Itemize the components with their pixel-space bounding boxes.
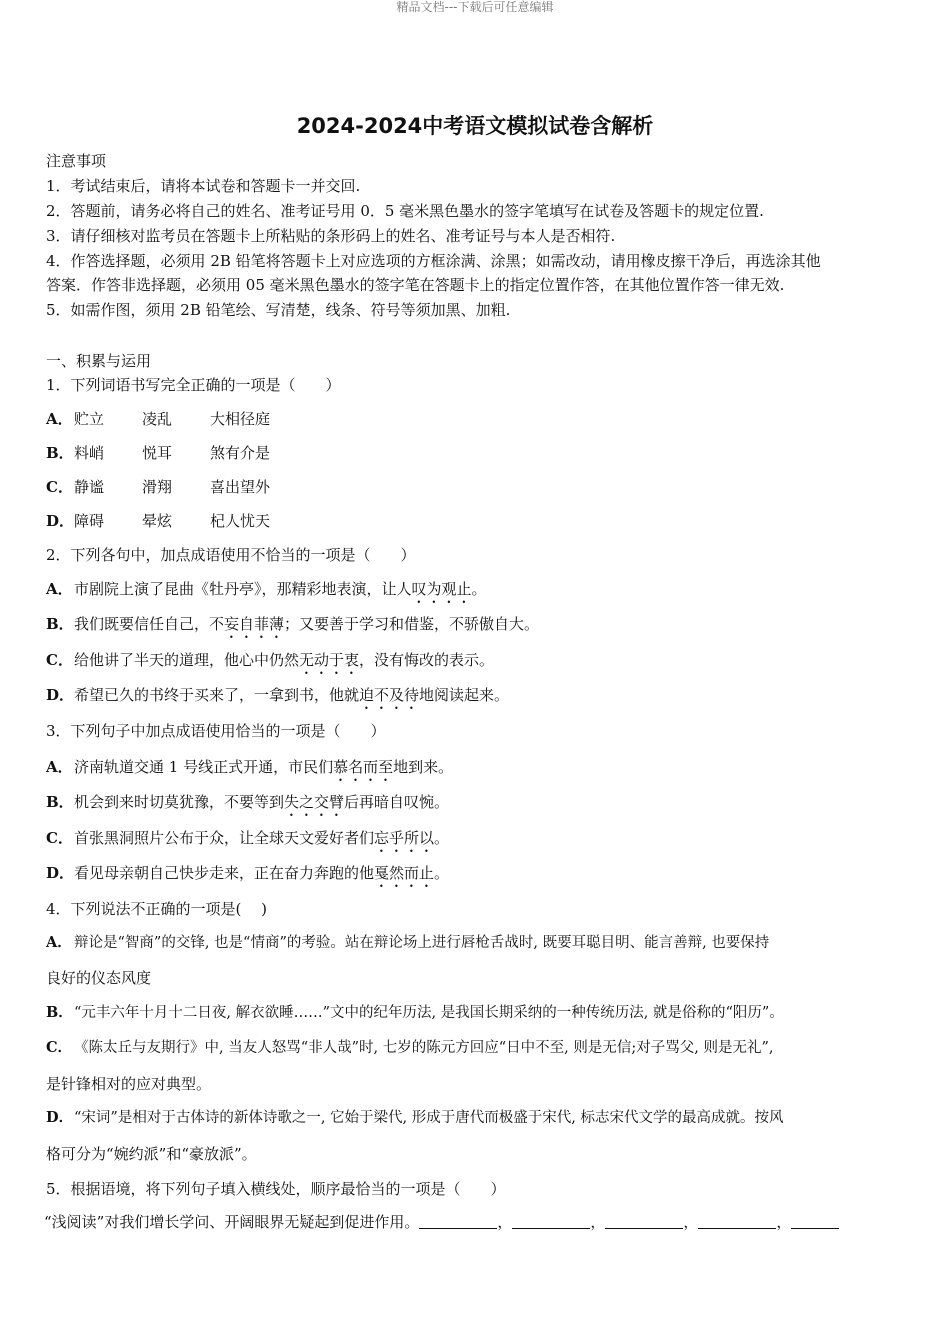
- option-label: D．: [46, 686, 75, 704]
- separator: ，: [683, 1213, 699, 1231]
- question-1-stem: 1．下列词语书写完全正确的一项是（ ）: [46, 376, 341, 394]
- option-text: 希望已久的书终于买来了，一拿到书，他就: [74, 686, 360, 704]
- option-label: B．: [46, 793, 74, 811]
- option-text: 后再暗自叹惋。: [344, 793, 450, 811]
- question-4-option-b: [46, 1003, 784, 1023]
- dotted-idiom: 戛然而止: [374, 864, 435, 882]
- question-4-option-c: [46, 1038, 774, 1058]
- question-1-option-b: [46, 443, 270, 463]
- option-text: 。: [471, 580, 487, 598]
- fill-blank: [791, 1214, 839, 1229]
- question-4-option-a-continued: 良好的仪态风度: [46, 969, 152, 987]
- question-2-option-c: [46, 650, 494, 678]
- question-3-option-d: [46, 863, 449, 891]
- fill-blank: [698, 1214, 776, 1229]
- question-2-option-d: [46, 685, 509, 713]
- option-text: 《陈太丘与友期行》中, 当友人怒骂“非人哉”时, 七岁的陈元方回应“日中不至, 则是无信;对子骂父, 则是无礼”,: [74, 1040, 774, 1056]
- notice-item: 5．如需作图，须用 2B 铅笔绘、写清楚，线条、符号等须加黑、加粗.: [46, 301, 511, 319]
- option-text: 给他讲了半天的道理，他心中仍然: [74, 651, 300, 669]
- option-text: ，没有悔改的表示。: [359, 651, 495, 669]
- option-label: A．: [46, 758, 73, 776]
- dotted-idiom: 慕名而至: [333, 758, 394, 776]
- question-3-option-a: [46, 757, 453, 785]
- question-1-option-a: [46, 409, 270, 429]
- notice-item: 1．考试结束后，请将本试卷和答题卡一并交回.: [46, 177, 361, 195]
- option-label: D．: [46, 1109, 74, 1126]
- dotted-idiom: 忘乎所以: [374, 829, 435, 847]
- dotted-idiom: 无动于衷: [299, 651, 360, 669]
- question-2-stem: 2．下列各句中，加点成语使用不恰当的一项是（ ）: [46, 546, 416, 564]
- option-text: 机会到来时切莫犹豫，不要等到: [74, 793, 285, 811]
- option-label: B．: [46, 615, 74, 633]
- option-word: 喜出望外: [210, 478, 271, 496]
- option-label: C．: [46, 1039, 73, 1056]
- document-title: 2024-2024中考语文模拟试卷含解析: [296, 114, 654, 138]
- fill-blank: [512, 1214, 590, 1229]
- option-word: 悦耳: [142, 444, 173, 462]
- option-text: 辩论是“智商”的交锋, 也是“情商”的考验。站在辩论场上进行唇枪舌战时, 既要耳聪目明、能言善辩, 也要保持: [74, 935, 770, 951]
- option-label: D．: [46, 864, 75, 882]
- question-5-sentence: [44, 1212, 839, 1232]
- section-heading: 一、积累与运用: [46, 352, 152, 370]
- option-word: 晕炫: [142, 512, 173, 530]
- dotted-idiom: 叹为观止: [411, 580, 472, 598]
- option-word: 贮立: [74, 410, 105, 428]
- option-word: 凌乱: [142, 410, 173, 428]
- question-3-option-c: [46, 828, 449, 856]
- question-2-option-b: [46, 614, 539, 642]
- option-text: 看见母亲朝自己快步走来，正在奋力奔跑的他: [74, 864, 375, 882]
- question-4-stem: 4．下列说法不正确的一项是( ): [46, 900, 268, 918]
- option-label: C．: [46, 478, 73, 496]
- option-label: D．: [46, 512, 75, 530]
- option-text: ；又要善于学习和借鉴，不骄傲自大。: [284, 615, 540, 633]
- dotted-idiom: 迫不及待: [359, 686, 420, 704]
- question-3-option-b: [46, 792, 449, 820]
- notice-item: 2．答题前，请务必将自己的姓名、准考证号用 0．5 毫米黑色墨水的签字笔填写在试卷及答题卡的规定位置.: [46, 202, 764, 220]
- question-4-option-a: [46, 933, 769, 953]
- dotted-idiom: 失之交臂: [284, 793, 345, 811]
- option-label: C．: [46, 651, 73, 669]
- header-watermark: 精品文档---下载后可任意编辑: [396, 0, 554, 14]
- question-1-option-c: [46, 477, 270, 497]
- sentence-text: “浅阅读”对我们增长学问、开阔眼界无疑起到促进作用。: [44, 1213, 420, 1231]
- option-text: 。: [434, 864, 450, 882]
- option-word: 煞有介是: [210, 444, 271, 462]
- option-text: “宋词”是相对于古体诗的新体诗歌之一, 它始于梁代, 形成于唐代而极盛于宋代, 标志宋代文学的最高成就。按风: [74, 1110, 784, 1126]
- separator: ，: [776, 1213, 792, 1231]
- option-text: 济南轨道交通 1 号线正式开通，市民们: [74, 758, 334, 776]
- option-word: 静谧: [74, 478, 105, 496]
- option-label: A．: [46, 580, 73, 598]
- option-word: 杞人忧天: [210, 512, 271, 530]
- option-label: B．: [46, 444, 74, 462]
- notice-item: 答案．作答非选择题，必须用 05 毫米黑色墨水的签字笔在答题卡上的指定位置作答，在其他位置作答一律无效.: [46, 276, 785, 294]
- question-4-option-d-continued: 格可分为“婉约派”和“豪放派”。: [46, 1145, 257, 1163]
- fill-blank: [419, 1214, 497, 1229]
- dotted-idiom: 妄自菲薄: [224, 615, 285, 633]
- question-1-option-d: [46, 511, 270, 531]
- option-word: 大相径庭: [210, 410, 271, 428]
- option-text: 我们既要信任自己，不: [74, 615, 225, 633]
- notice-item: 3．请仔细核对监考员在答题卡上所粘贴的条形码上的姓名、准考证号与本人是否相符.: [46, 227, 616, 245]
- option-word: 障碍: [74, 512, 105, 530]
- fill-blank: [605, 1214, 683, 1229]
- option-label: C．: [46, 829, 73, 847]
- notice-item: 4．作答选择题，必须用 2B 铅笔将答题卡上对应选项的方框涂满、涂黑；如需改动，请用橡皮擦干净后，再选涂其他: [46, 252, 821, 270]
- option-label: B．: [46, 1004, 73, 1021]
- question-4-option-c-continued: 是针锋相对的应对典型。: [46, 1075, 212, 1093]
- option-text: 市剧院上演了昆曲《牡丹亭》，那精彩地表演，让人: [74, 580, 412, 598]
- option-word: 滑翔: [142, 478, 173, 496]
- question-3-stem: 3．下列句子中加点成语使用恰当的一项是（ ）: [46, 722, 386, 740]
- question-5-stem: 5．根据语境，将下列句子填入横线处，顺序最恰当的一项是（ ）: [46, 1180, 506, 1198]
- option-word: 料峭: [74, 444, 105, 462]
- question-2-option-a: [46, 579, 487, 607]
- option-label: A．: [46, 934, 72, 951]
- option-label: A．: [46, 410, 73, 428]
- option-text: 地阅读起来。: [419, 686, 510, 704]
- question-4-option-d: [46, 1108, 783, 1128]
- separator: ，: [590, 1213, 606, 1231]
- option-text: 。: [434, 829, 450, 847]
- option-text: 地到来。: [393, 758, 454, 776]
- separator: ，: [497, 1213, 513, 1231]
- notice-heading: 注意事项: [46, 152, 107, 170]
- option-text: “元丰六年十月十二日夜, 解衣欲睡……”文中的纪年历法, 是我国长期采纳的一种传统历法, 就是俗称的“阳历”。: [74, 1005, 784, 1021]
- option-text: 首张黑洞照片公布于众，让全球天文爱好者们: [74, 829, 375, 847]
